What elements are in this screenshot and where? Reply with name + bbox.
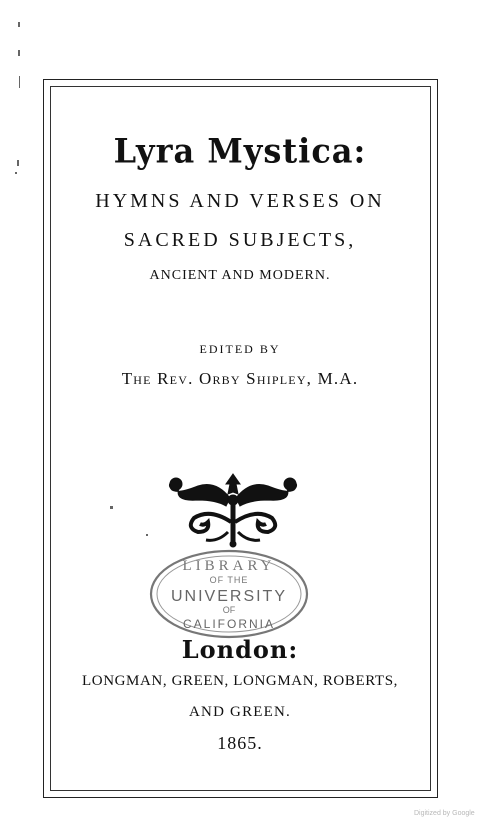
printers-ornament [158,470,308,550]
stamp-line-1: LIBRARY [182,558,276,574]
publisher-line-1: LONGMAN, GREEN, LONGMAN, ROBERTS, [82,673,398,689]
margin-mark [15,172,17,174]
place-of-publication: London: [181,635,299,664]
stamp-line-4: OF [222,605,236,615]
margin-mark [17,160,19,166]
stamp-line-3: UNIVERSITY [170,588,288,605]
margin-mark [19,76,20,88]
publication-year: 1865. [217,733,263,753]
editor-name: The Rev. Orby Shipley, M.A. [121,369,359,388]
library-stamp [148,548,310,640]
stamp-line-2: OF THE [209,575,249,585]
margin-mark [18,50,20,56]
publisher-line-2: AND GREEN. [189,704,291,720]
subtitle-line-1: HYMNS AND VERSES ON [95,190,385,212]
book-title: Lyra Mystica: [113,131,367,171]
margin-mark [18,22,20,27]
edited-by-label: EDITED BY [199,342,281,356]
digitized-credit: Digitized by Google [414,810,475,817]
subtitle-line-3: ANCIENT AND MODERN. [149,268,331,283]
subtitle-line-2: SACRED SUBJECTS, [123,229,357,251]
stamp-line-5: CALIFORNIA [182,617,276,631]
